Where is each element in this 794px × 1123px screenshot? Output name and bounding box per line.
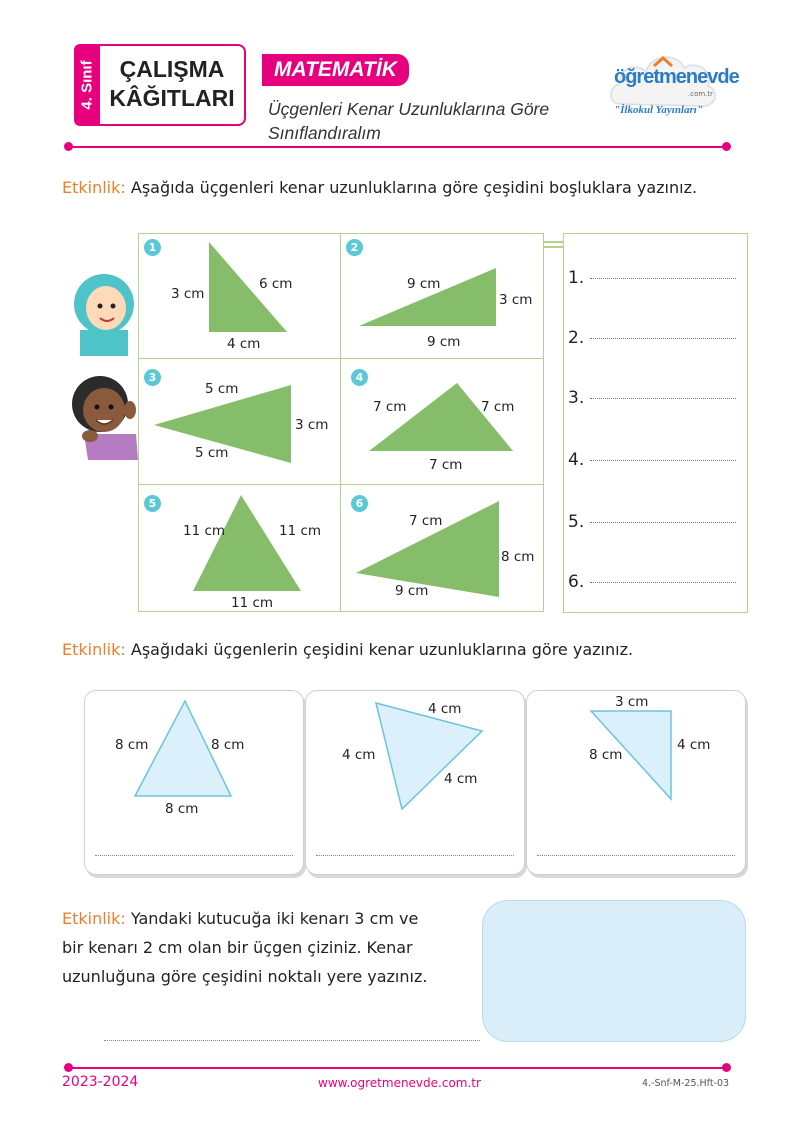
- side-label: 7 cm: [481, 399, 515, 415]
- side-label: 7 cm: [429, 457, 463, 473]
- triangle-card-1: [84, 690, 304, 875]
- side-label: 9 cm: [427, 334, 461, 350]
- grade-label: 4. Sınıf: [78, 60, 96, 110]
- answer-line-3[interactable]: [568, 388, 736, 408]
- drawing-box[interactable]: [482, 900, 746, 1042]
- subject-banner: MATEMATİK: [262, 54, 409, 86]
- side-label: 4 cm: [428, 701, 462, 717]
- side-label: 8 cm: [589, 747, 623, 763]
- divider-dot-right: [722, 142, 731, 151]
- publisher-logo: [606, 46, 739, 126]
- connector-line: [544, 246, 563, 248]
- activity1-instruction: [62, 178, 697, 197]
- answer-dots[interactable]: [537, 855, 735, 856]
- logo-tagline: "İlkokul Yayınları": [614, 104, 703, 116]
- triangle-shape: [139, 485, 343, 613]
- side-label: 8 cm: [165, 801, 199, 817]
- side-label: 3 cm: [171, 286, 205, 302]
- subtitle-line2: Sınıflandıralım: [268, 123, 381, 143]
- activity3-line1: Yandaki kutucuğa iki kenarı 3 cm ve: [130, 909, 419, 928]
- subtitle-line1: Üçgenleri Kenar Uzunluklarına Göre: [268, 99, 550, 119]
- answer-line-4[interactable]: [568, 450, 736, 470]
- triangle-cell-2: [340, 233, 544, 360]
- activity3-label: Etkinlik:: [62, 909, 126, 928]
- triangle-shape: [306, 691, 526, 876]
- cell-number: 5: [144, 495, 161, 512]
- title-line2: KÂĞITLARI: [109, 85, 235, 111]
- side-label: 3 cm: [499, 292, 533, 308]
- side-label: 3 cm: [295, 417, 329, 433]
- side-label: 5 cm: [195, 445, 229, 461]
- answer-line-5[interactable]: [568, 512, 736, 532]
- answer-box: [563, 233, 748, 613]
- answer-number: 2.: [568, 328, 585, 348]
- activity3-line2: bir kenarı 2 cm olan bir üçgen çiziniz. Kenar: [62, 938, 413, 957]
- side-label: 4 cm: [677, 737, 711, 753]
- triangle-cell-4: [340, 358, 544, 486]
- triangle-shape: [85, 691, 305, 876]
- side-label: 4 cm: [227, 336, 261, 352]
- side-label: 8 cm: [501, 549, 535, 565]
- activity1-text: Aşağıda üçgenleri kenar uzunluklarına göre çeşidini boşluklara yazınız.: [130, 178, 698, 197]
- answer-line-1[interactable]: [568, 268, 736, 288]
- side-label: 9 cm: [395, 583, 429, 599]
- divider-dot-left: [64, 142, 73, 151]
- activity3-answer-dots[interactable]: [104, 1040, 480, 1041]
- answer-number: 3.: [568, 388, 585, 408]
- answer-number: 4.: [568, 450, 585, 470]
- side-label: 9 cm: [407, 276, 441, 292]
- divider-dot-left: [64, 1063, 73, 1072]
- activity2-text: Aşağıdaki üçgenlerin çeşidini kenar uzunluklarına göre yazınız.: [130, 640, 634, 659]
- footer-website[interactable]: www.ogretmenevde.com.tr: [318, 1076, 481, 1090]
- side-label: 7 cm: [409, 513, 443, 529]
- side-label: 7 cm: [373, 399, 407, 415]
- side-label: 11 cm: [231, 595, 274, 611]
- grade-tab: [74, 44, 100, 126]
- triangle-card-2: [305, 690, 525, 875]
- triangle-card-3: [526, 690, 746, 875]
- answer-number: 6.: [568, 572, 585, 592]
- cell-number: 3: [144, 369, 161, 386]
- side-label: 4 cm: [444, 771, 478, 787]
- answer-line-6[interactable]: [568, 572, 736, 592]
- activity2-label: Etkinlik:: [62, 640, 126, 659]
- activity3-line3: uzunluğuna göre çeşidini noktalı yere yazınız.: [62, 967, 428, 986]
- triangle-cell-1: [138, 233, 342, 360]
- header-divider: [68, 146, 726, 148]
- cell-number: 6: [351, 495, 368, 512]
- footer-divider: [68, 1067, 726, 1069]
- side-label: 8 cm: [211, 737, 245, 753]
- connector-line: [544, 241, 563, 243]
- side-label: 5 cm: [205, 381, 239, 397]
- cell-number: 1: [144, 239, 161, 256]
- logo-sub: .com.tr: [688, 90, 714, 98]
- triangle-cell-5: [138, 484, 342, 612]
- cell-number: 2: [346, 239, 363, 256]
- divider-dot-right: [722, 1063, 731, 1072]
- answer-number: 1.: [568, 268, 585, 288]
- title-box: [100, 44, 246, 126]
- footer-code: 4.-Snf-M-25.Hft-03: [642, 1078, 730, 1089]
- answer-number: 5.: [568, 512, 585, 532]
- triangle-cell-3: [138, 358, 342, 486]
- answer-line-2[interactable]: [568, 328, 736, 348]
- activity2-instruction: [62, 640, 633, 659]
- title-line1: ÇALIŞMA: [119, 56, 225, 82]
- activity1-label: Etkinlik:: [62, 178, 126, 197]
- side-label: 6 cm: [259, 276, 293, 292]
- activity3-instruction: [62, 904, 462, 991]
- cell-number: 4: [351, 369, 368, 386]
- answer-dots[interactable]: [95, 855, 293, 856]
- triangle-cell-6: [340, 484, 544, 612]
- logo-text: öğretmenevde: [614, 66, 739, 88]
- triangle-shape: [527, 691, 747, 876]
- side-label: 11 cm: [279, 523, 322, 539]
- answer-dots[interactable]: [316, 855, 514, 856]
- side-label: 3 cm: [615, 694, 649, 710]
- side-label: 11 cm: [183, 523, 226, 539]
- footer-year: 2023-2024: [62, 1074, 139, 1090]
- kids-illustration: [66, 270, 142, 470]
- side-label: 8 cm: [115, 737, 149, 753]
- side-label: 4 cm: [342, 747, 376, 763]
- subtitle: [268, 97, 608, 145]
